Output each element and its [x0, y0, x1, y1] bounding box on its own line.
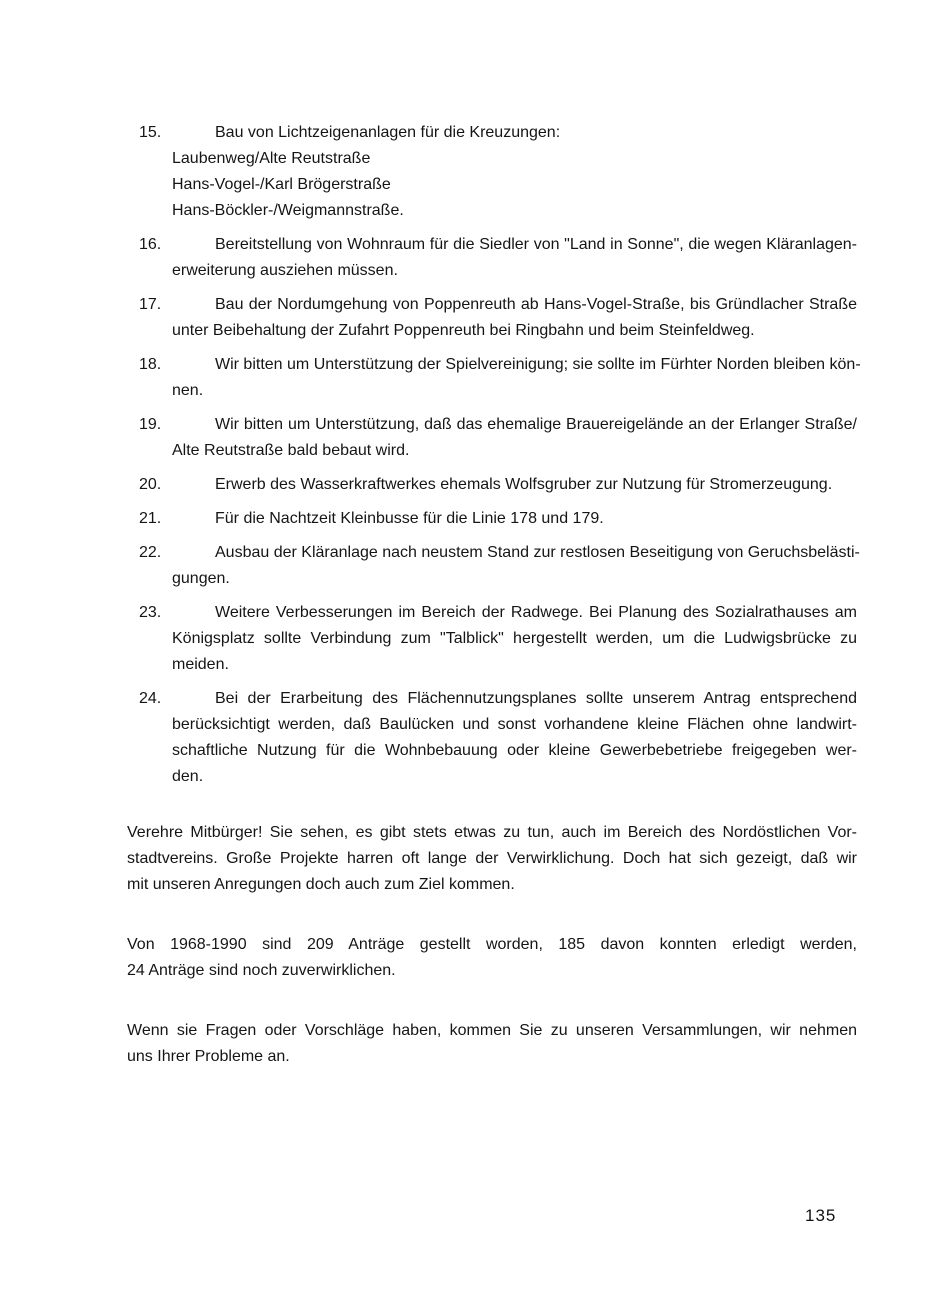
list-item-line	[127, 738, 857, 764]
list-item-first-line	[127, 412, 857, 438]
list-item-first-line	[127, 120, 857, 146]
line-text: Verehre Mitbürger! Sie sehen, es gibt stets etwas zu tun, auch im Bereich des Nordöstlichen Vor-	[127, 824, 857, 841]
list-item-first-line	[127, 540, 860, 566]
list-item-number: 17.	[139, 296, 162, 313]
list-item-first-line	[127, 472, 857, 498]
line-text: Bei der Erarbeitung des Flächennutzungsplanes sollte unserem Antrag entsprechend	[215, 690, 857, 707]
line-text: 24 Anträge sind noch zuverwirklichen.	[127, 962, 396, 979]
paragraph-line	[127, 846, 857, 872]
line-text: gungen.	[172, 570, 230, 587]
list-item	[127, 506, 857, 532]
paragraph	[127, 932, 857, 984]
line-text: den.	[172, 768, 204, 785]
paragraph-line	[127, 958, 857, 984]
list-item-first-line	[127, 352, 861, 378]
page-number: 135	[805, 1206, 837, 1225]
list-item	[127, 472, 857, 498]
line-text: erweiterung ausziehen müssen.	[172, 262, 398, 279]
list-item-first-line	[127, 600, 857, 626]
line-text: Für die Nachtzeit Kleinbusse für die Linie 178 und 179.	[215, 510, 604, 527]
list-item-line	[127, 652, 857, 678]
line-text: Wenn sie Fragen oder Vorschläge haben, kommen Sie zu unseren Versammlungen, wir nehmen	[127, 1022, 857, 1039]
paragraph-line	[127, 872, 857, 898]
line-text: schaftliche Nutzung für die Wohnbebauung oder kleine Gewerbebetriebe freigegeben wer-	[172, 742, 857, 759]
list-item-number: 21.	[139, 510, 162, 527]
line-text: Ausbau der Kläranlage nach neustem Stand zur restlosen Beseitigung von Geruchsbelästi-	[215, 544, 860, 561]
line-text: berücksichtigt werden, daß Baulücken und sonst vorhandene kleine Flächen ohne landwirt-	[172, 716, 857, 733]
closing-paragraphs	[127, 820, 857, 1070]
list-item-line	[127, 258, 857, 284]
list-item-line	[127, 438, 857, 464]
paragraph-line	[127, 932, 857, 958]
line-text: Weitere Verbesserungen im Bereich der Radwege. Bei Planung des Sozialrathauses am	[215, 604, 857, 621]
line-text: Bau der Nordumgehung von Poppenreuth ab Hans-Vogel-Straße, bis Gründlacher Straße	[215, 296, 857, 313]
line-text: mit unseren Anregungen doch auch zum Ziel kommen.	[127, 876, 515, 893]
line-text: Von 1968-1990 sind 209 Anträge gestellt worden, 185 davon konnten erledigt werden,	[127, 936, 857, 953]
list-item-line	[127, 378, 857, 404]
list-item-line	[127, 626, 857, 652]
line-text: Wir bitten um Unterstützung, daß das ehemalige Brauereigelände an der Erlanger Straße/	[215, 416, 857, 433]
list-item-number: 23.	[139, 604, 162, 621]
list-item	[127, 352, 861, 404]
list-item	[127, 232, 857, 284]
list-item	[127, 686, 857, 790]
line-text: Alte Reutstraße bald bebaut wird.	[172, 442, 410, 459]
list-item	[127, 120, 857, 224]
list-item-line	[127, 198, 857, 224]
list-item	[127, 412, 857, 464]
list-item-first-line	[127, 506, 857, 532]
list-item-number: 16.	[139, 236, 162, 253]
list-item-number: 24.	[139, 690, 162, 707]
line-text: unter Beibehaltung der Zufahrt Poppenreuth bei Ringbahn und beim Steinfeldweg.	[172, 322, 755, 339]
list-item-first-line	[127, 686, 857, 712]
line-text: Erwerb des Wasserkraftwerkes ehemals Wolfsgruber zur Nutzung für Stromerzeugung.	[215, 476, 833, 493]
line-text: Königsplatz sollte Verbindung zum "Talblick" hergestellt werden, um die Ludwigsbrücke zu	[172, 630, 857, 647]
line-text: Hans-Böckler-/Weigmannstraße.	[172, 202, 404, 219]
line-text: Hans-Vogel-/Karl Brögerstraße	[172, 176, 391, 193]
line-text: Wir bitten um Unterstützung der Spielvereinigung; sie sollte im Fürhter Norden bleiben kön-	[215, 356, 861, 373]
line-text: Laubenweg/Alte Reutstraße	[172, 150, 371, 167]
line-text: meiden.	[172, 656, 229, 673]
list-item-line	[127, 318, 857, 344]
list-item-number: 22.	[139, 544, 162, 561]
line-text: Bereitstellung von Wohnraum für die Siedler von "Land in Sonne", die wegen Kläranlagen-	[215, 236, 857, 253]
list-item-number: 19.	[139, 416, 162, 433]
line-text: nen.	[172, 382, 204, 399]
line-text: stadtvereins. Große Projekte harren oft lange der Verwirklichung. Doch hat sich gezeigt, daß wir	[127, 850, 857, 867]
list-item	[127, 540, 860, 592]
list-item-number: 18.	[139, 356, 162, 373]
list-item	[127, 600, 857, 678]
list-item-line	[127, 764, 857, 790]
list-item-number: 15.	[139, 124, 162, 141]
paragraph-line	[127, 1018, 857, 1044]
page-content	[127, 120, 861, 1070]
paragraph-line	[127, 1044, 857, 1070]
line-text: Bau von Lichtzeigenanlagen für die Kreuzungen:	[215, 124, 561, 141]
list-item-line	[127, 566, 857, 592]
list-item-line	[127, 172, 857, 198]
list-item-first-line	[127, 292, 857, 318]
list-item-line	[127, 712, 857, 738]
list-item-number: 20.	[139, 476, 162, 493]
list-item-line	[127, 146, 857, 172]
paragraph	[127, 820, 857, 898]
paragraph-line	[127, 820, 857, 846]
list-item	[127, 292, 857, 344]
line-text: uns Ihrer Probleme an.	[127, 1048, 290, 1065]
numbered-list	[127, 120, 861, 790]
paragraph	[127, 1018, 857, 1070]
list-item-first-line	[127, 232, 857, 258]
